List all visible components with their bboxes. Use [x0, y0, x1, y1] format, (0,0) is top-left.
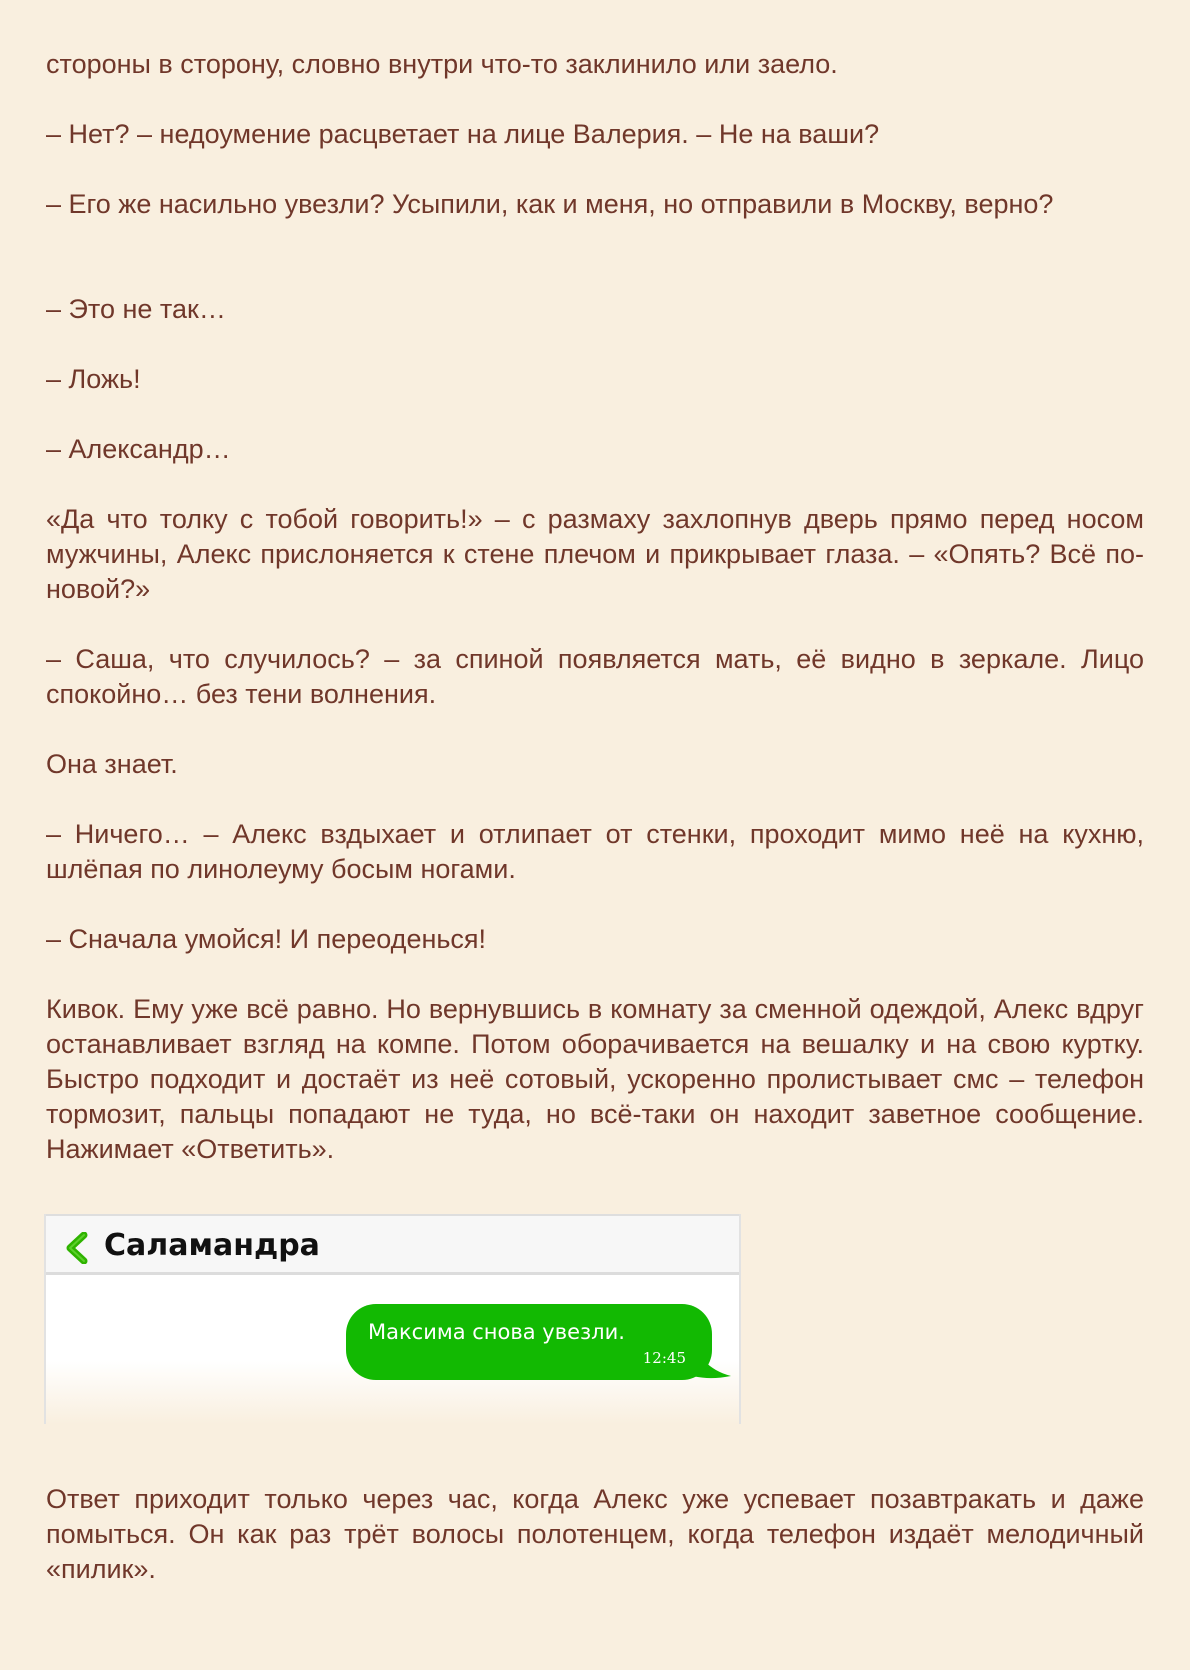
paragraph: – Сначала умойся! И переоденься! — [46, 924, 487, 954]
paragraph: – Саша, что случилось? – за спиной появляется мать, её видно в зеркале. Лицо спокойно… без тени волнения. — [46, 644, 1144, 709]
paragraph: Ответ приходит только через час, когда Алекс уже успевает позавтракать и даже помыться. Он как раз трёт волосы полотенцем, когда телефон издаёт мелодичный «пилик». — [46, 1484, 1144, 1584]
sms-screenshot — [44, 1214, 741, 1424]
paragraph: – Александр… — [46, 434, 231, 464]
paragraph: – Ничего… – Алекс вздыхает и отлипает от стенки, проходит мимо неё на кухню, шлёпая по линолеуму босым ногами. — [46, 819, 1144, 884]
paragraph: Она знает. — [46, 749, 178, 779]
message-time: 12:45 — [642, 1349, 686, 1367]
contact-name: Саламандра — [104, 1228, 320, 1263]
message-bubble — [346, 1304, 732, 1382]
paragraph: – Его же насильно увезли? Усыпили, как и меня, но отправили в Москву, верно? — [46, 189, 1054, 219]
paragraph: – Это не так… — [46, 294, 226, 324]
message-text: Максима снова увезли. — [368, 1320, 625, 1344]
bubble-body — [346, 1304, 712, 1380]
paragraph: – Ложь! — [46, 364, 141, 394]
chevron-left-icon[interactable] — [64, 1232, 90, 1264]
paragraph: Кивок. Ему уже всё равно. Но вернувшись в комнату за сменной одеждой, Алекс вдруг останавливает взгляд на компе. Потом оборачивается на вешалку и на свою куртку. Быстро подходит и достаёт из неё сотовый, ускоренно пролистывает смс – телефон тормозит, пальцы попадают не туда, но всё-таки он находит заветное сообщение. Нажимает «Ответить». — [46, 994, 1144, 1164]
paragraph: – Нет? – недоумение расцветает на лице Валерия. – Не на ваши? — [46, 119, 880, 149]
sms-header — [46, 1214, 739, 1275]
paragraph: стороны в сторону, словно внутри что-то заклинило или заело. — [46, 49, 838, 79]
paragraph: «Да что толку с тобой говорить!» – с размаху захлопнув дверь прямо перед носом мужчины, Алекс прислоняется к стене плечом и прикрывает глаза. – «Опять? Всё по-новой?» — [46, 504, 1144, 604]
